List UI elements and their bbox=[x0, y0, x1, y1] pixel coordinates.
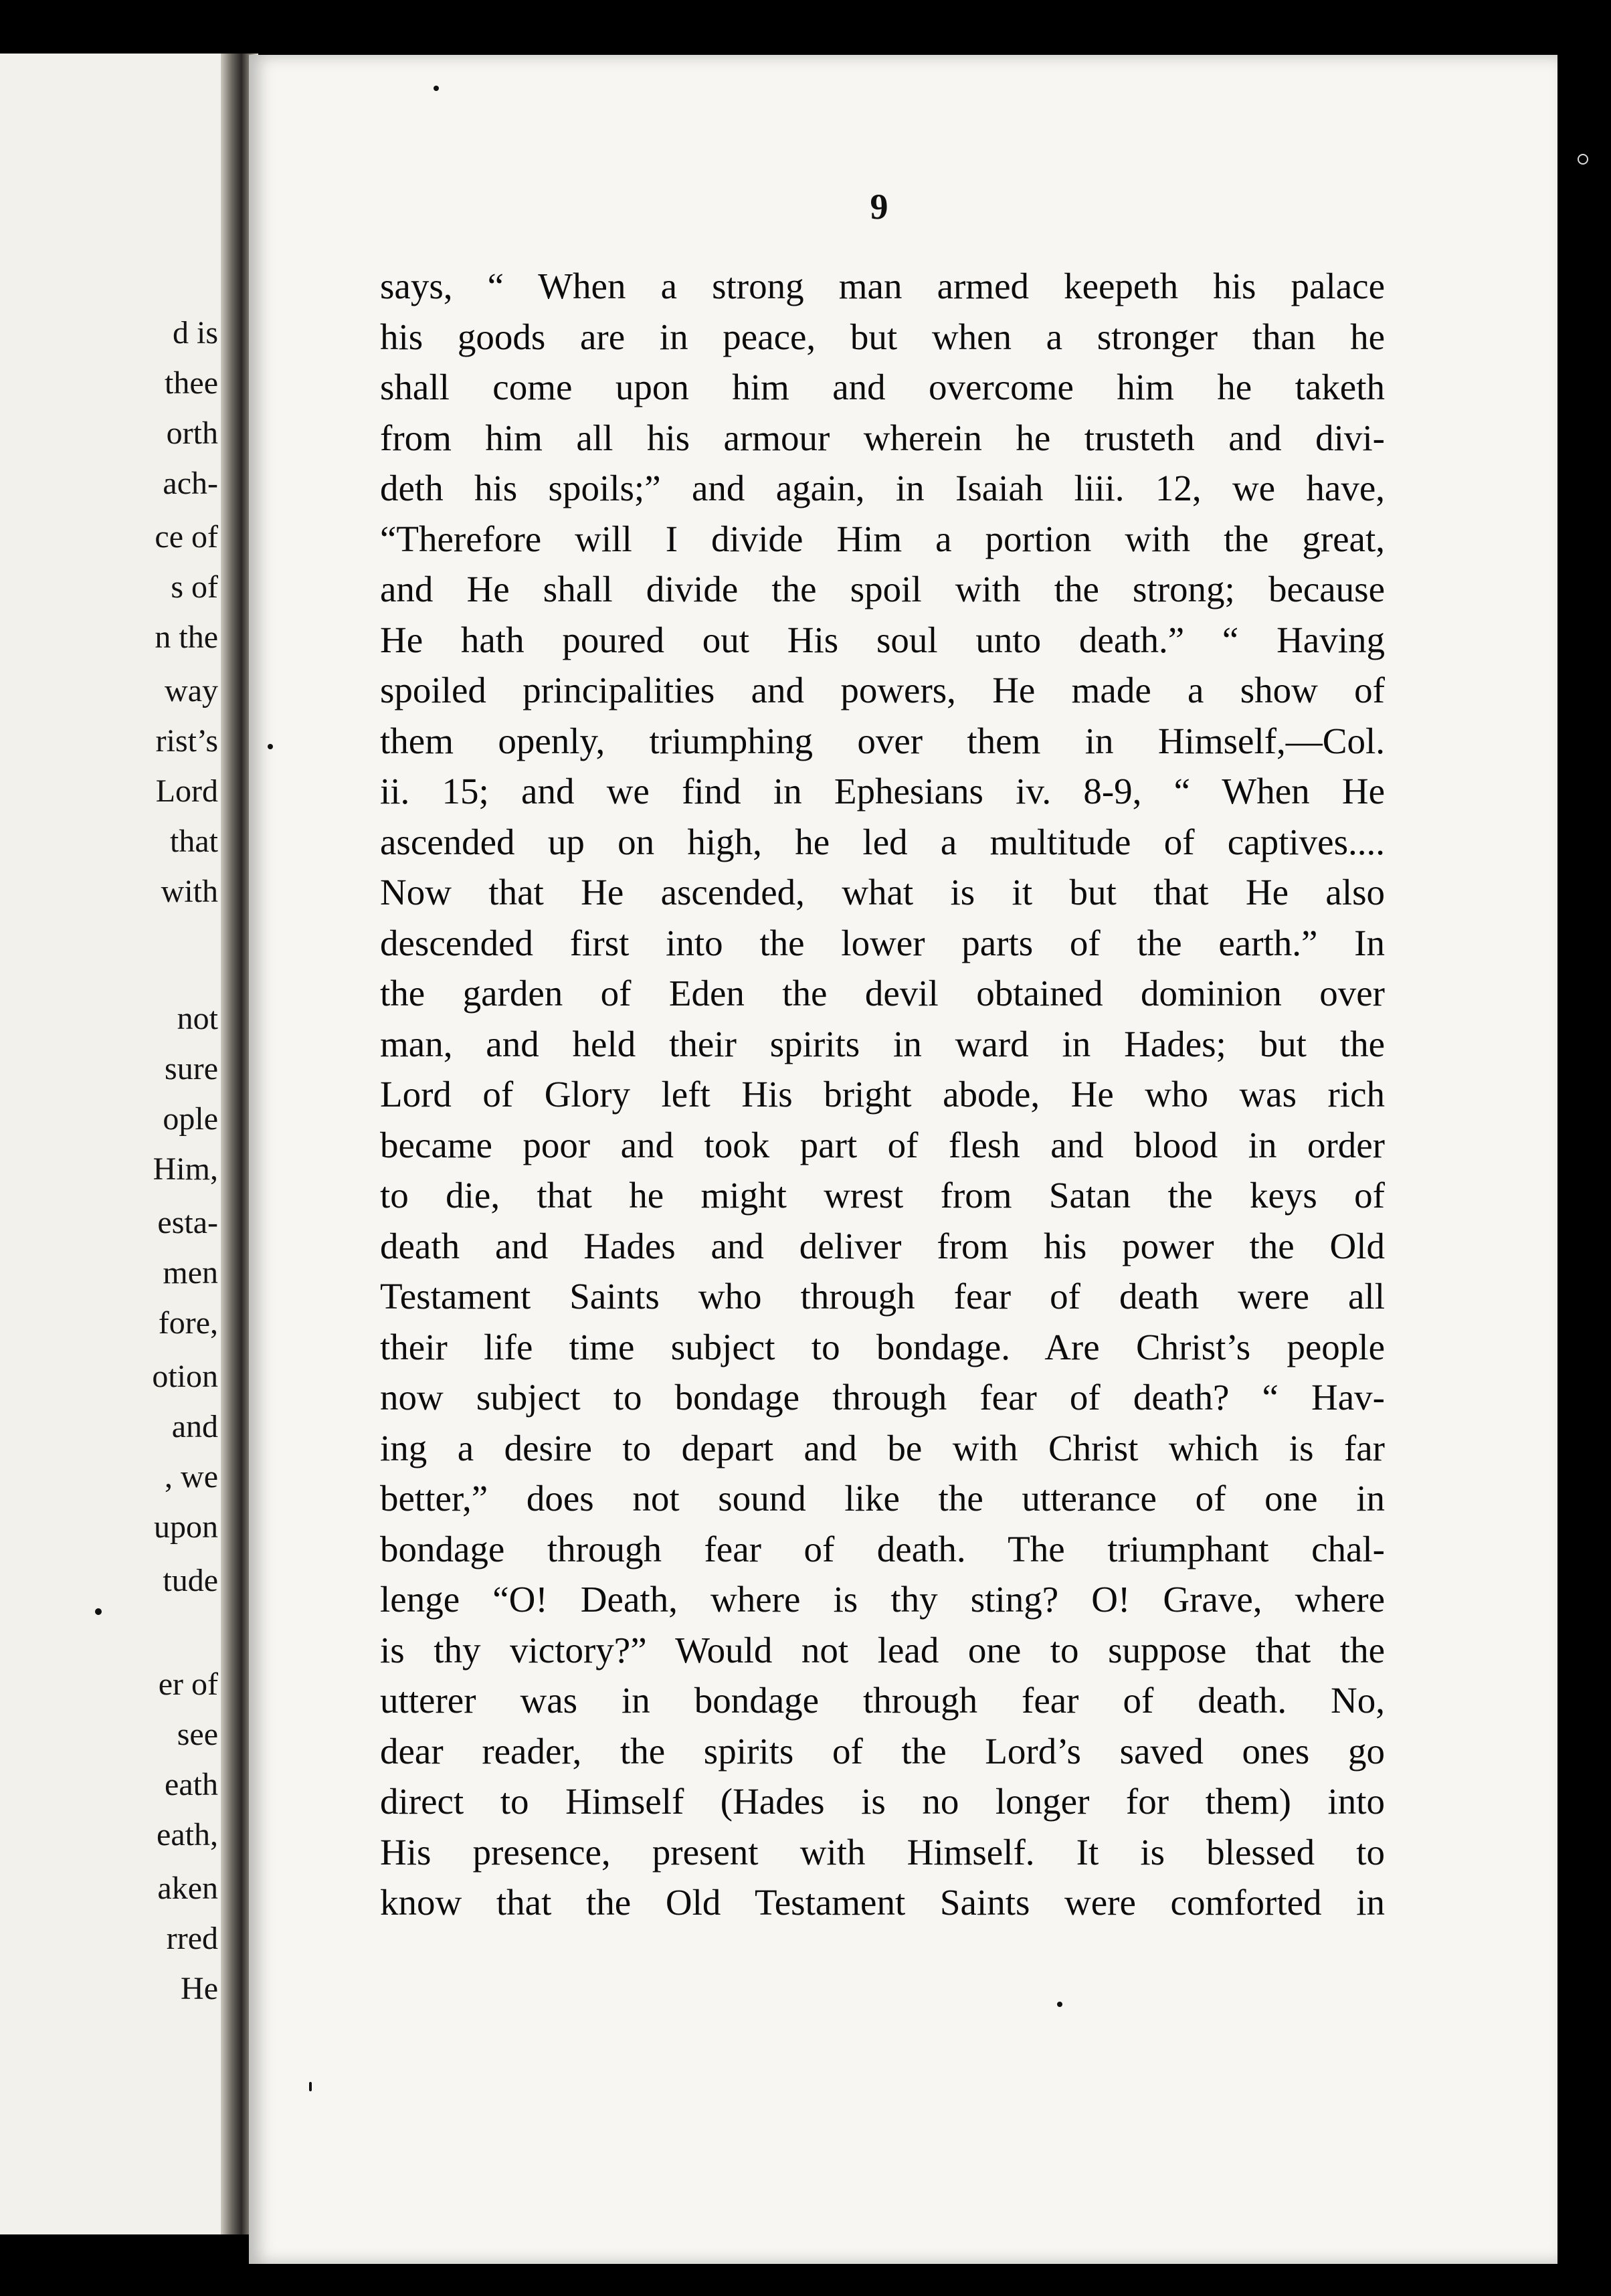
text-line: ii. 15; and we find in Ephesians iv. 8-9, “ When He bbox=[380, 771, 1385, 811]
text-line: ing a desire to depart and be with Christ which is far bbox=[380, 1427, 1385, 1468]
text-line: direct to Himself (Hades is no longer for them) into bbox=[380, 1781, 1385, 1822]
facing-text-fragment: Him, bbox=[153, 1151, 218, 1187]
facing-text-fragment: with bbox=[161, 874, 218, 909]
facing-text-fragment: tude bbox=[163, 1563, 218, 1598]
facing-text-fragment: rred bbox=[166, 1921, 218, 1956]
facing-text-fragment: not bbox=[177, 1001, 218, 1036]
facing-text-fragment: rist’s bbox=[155, 723, 218, 759]
facing-text-fragment: aken bbox=[157, 1871, 218, 1906]
facing-text-fragment: ach- bbox=[163, 466, 218, 501]
text-line: “Therefore will I divide Him a portion with the great, bbox=[380, 518, 1385, 559]
text-line: deth his spoils;” and again, in Isaiah liii. 12, we have, bbox=[380, 468, 1385, 508]
text-line: better,” does not sound like the utterance of one in bbox=[380, 1478, 1385, 1519]
facing-text-fragment: thee bbox=[165, 365, 218, 401]
facing-text-fragment: sure bbox=[165, 1051, 218, 1086]
text-line: He hath poured out His soul unto death.” “ Having bbox=[380, 619, 1385, 660]
facing-text-fragment: Lord bbox=[155, 773, 218, 809]
facing-text-fragment: esta- bbox=[157, 1205, 218, 1240]
page-body-text bbox=[380, 261, 1385, 1928]
text-line: says, “ When a strong man armed keepeth his palace bbox=[380, 266, 1385, 306]
text-line: now subject to bondage through fear of death? “ Hav- bbox=[380, 1377, 1385, 1418]
text-line: man, and held their spirits in ward in Hades; but the bbox=[380, 1023, 1385, 1064]
text-line: Testament Saints who through fear of death were all bbox=[380, 1276, 1385, 1317]
text-line: descended first into the lower parts of the earth.” In bbox=[380, 922, 1385, 963]
ink-speck bbox=[1057, 2002, 1062, 2007]
facing-text-fragment: see bbox=[177, 1717, 218, 1752]
facing-text-fragment: , we bbox=[165, 1459, 218, 1495]
text-line: His presence, present with Himself. It is blessed to bbox=[380, 1831, 1385, 1873]
text-line: ascended up on high, he led a multitude of captives.... bbox=[380, 821, 1385, 862]
page-number: 9 bbox=[870, 187, 888, 227]
facing-text-fragment: that bbox=[170, 824, 218, 859]
text-line: them openly, triumphing over them in Himself,—Col. bbox=[380, 720, 1385, 761]
text-line: Now that He ascended, what is it but that He also bbox=[380, 872, 1385, 913]
text-line: utterer was in bondage through fear of death. No, bbox=[380, 1680, 1385, 1721]
facing-text-fragment: eath, bbox=[157, 1817, 218, 1852]
ink-speck bbox=[309, 2082, 312, 2091]
facing-text-fragment: and bbox=[171, 1409, 218, 1444]
text-line: bondage through fear of death. The triumphant chal- bbox=[380, 1528, 1385, 1569]
text-line: shall come upon him and overcome him he taketh bbox=[380, 367, 1385, 407]
facing-text-fragment: way bbox=[165, 673, 218, 708]
text-line: know that the Old Testament Saints were comforted in bbox=[380, 1882, 1385, 1923]
ink-speck bbox=[95, 1608, 102, 1615]
facing-text-fragment: otion bbox=[152, 1359, 218, 1394]
facing-text-fragment: fore, bbox=[158, 1305, 218, 1341]
text-line: spoiled principalities and powers, He made a show of bbox=[380, 670, 1385, 710]
facing-text-fragment: d is bbox=[172, 315, 218, 351]
facing-text-fragment: s of bbox=[171, 569, 218, 605]
facing-text-fragment: upon bbox=[154, 1509, 218, 1545]
facing-text-fragment: eath bbox=[165, 1767, 218, 1802]
scan-edge-mark bbox=[1578, 154, 1588, 165]
facing-text-fragment: He bbox=[181, 1971, 218, 2006]
facing-text-fragment: orth bbox=[166, 415, 218, 451]
text-line: is thy victory?” Would not lead one to suppose that the bbox=[380, 1629, 1385, 1670]
text-line: became poor and took part of flesh and blood in order bbox=[380, 1124, 1385, 1165]
text-line: to die, that he might wrest from Satan the keys of bbox=[380, 1175, 1385, 1216]
facing-text-fragment: men bbox=[163, 1255, 218, 1290]
text-line: their life time subject to bondage. Are Christ’s people bbox=[380, 1326, 1385, 1367]
text-line: lenge “O! Death, where is thy sting? O! Grave, where bbox=[380, 1579, 1385, 1620]
ink-speck bbox=[434, 86, 439, 91]
ink-speck bbox=[268, 744, 273, 749]
facing-text-fragment: n the bbox=[155, 619, 218, 655]
text-line: the garden of Eden the devil obtained dominion over bbox=[380, 973, 1385, 1014]
text-line: from him all his armour wherein he trusteth and divi- bbox=[380, 417, 1385, 458]
facing-text-fragment: er of bbox=[158, 1666, 218, 1702]
text-line: death and Hades and deliver from his power the Old bbox=[380, 1225, 1385, 1266]
text-line: and He shall divide the spoil with the strong; because bbox=[380, 569, 1385, 609]
text-line: dear reader, the spirits of the Lord’s saved ones go bbox=[380, 1730, 1385, 1772]
facing-page bbox=[0, 54, 227, 2234]
text-line: his goods are in peace, but when a stronger than he bbox=[380, 316, 1385, 357]
text-line: Lord of Glory left His bright abode, He who was rich bbox=[380, 1074, 1385, 1115]
facing-text-fragment: ce of bbox=[155, 519, 218, 555]
facing-text-fragment: ople bbox=[163, 1101, 218, 1137]
